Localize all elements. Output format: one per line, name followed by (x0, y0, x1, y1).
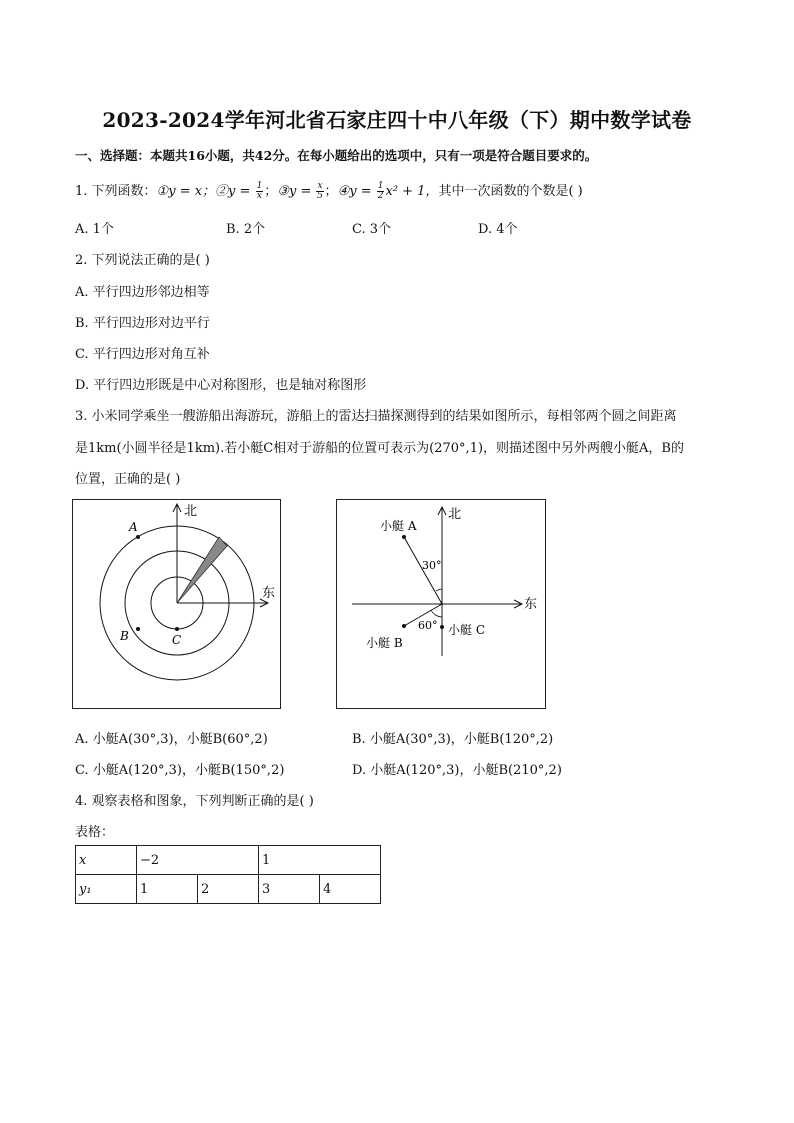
bearing-label-c: 小艇 C (448, 623, 485, 637)
q1-function-2-post: ； (264, 184, 278, 199)
q1-function-2-pre: ②y = (215, 184, 255, 199)
table-cell: −2 (137, 846, 259, 875)
bearing-angle-b-label: 60° (418, 619, 438, 632)
q1-function-1: ①y = x； (156, 184, 216, 199)
table-cell: x (76, 846, 137, 875)
bearing-figure (336, 499, 548, 710)
bearing-angle-arc-a (436, 589, 442, 591)
q2-option-c[interactable]: C. 平行四边形对角互补 (75, 347, 210, 362)
q2-option-a[interactable]: A. 平行四边形邻边相等 (75, 285, 210, 300)
bearing-angle-a-label: 30° (422, 559, 442, 572)
question-4-stem: 4. 观察表格和图象，下列判断正确的是( ) (75, 794, 314, 809)
q4-value-table (75, 845, 381, 904)
q3-option-c[interactable]: C. 小艇A(120°,3)，小艇B(150°,2) (75, 763, 285, 778)
q4-table-label: 表格： (75, 825, 115, 840)
bearing-point-b (402, 624, 406, 628)
radar-point-b (136, 627, 140, 631)
document-title: 2023-2024学年河北省石家庄四十中八年级（下）期中数学试卷 (102, 108, 692, 132)
q1-function-3-fraction: $\frac{x}{5}$ (317, 181, 323, 201)
question-3-stem-line-1: 3. 小米同学乘坐一艘游船出海游玩，游船上的雷达扫描探测得到的结果如图所示，每相邻两个圆之间距离 (75, 409, 677, 424)
bearing-point-c (440, 625, 444, 629)
table-cell: 4 (320, 875, 381, 904)
radar-sweep-sector (177, 537, 227, 603)
radar-point-c (175, 627, 179, 631)
table-row (76, 875, 381, 904)
q3-option-a[interactable]: A. 小艇A(30°,3)，小艇B(60°,2) (75, 732, 268, 747)
bearing-point-a (402, 535, 406, 539)
table-cell: 1 (259, 846, 381, 875)
question-2-stem: 2. 下列说法正确的是( ) (75, 253, 210, 268)
q1-function-4-pre: ④y = (337, 184, 376, 199)
q1-option-a[interactable]: A. 1个 (75, 222, 114, 237)
bearing-label-a: 小艇 A (380, 519, 417, 533)
table-cell: y₁ (76, 875, 137, 904)
radar-north-label: 北 (184, 504, 198, 519)
table-row (76, 846, 381, 875)
radar-point-a (136, 535, 140, 539)
q1-function-2-fraction: $\frac{1}{x}$ (256, 181, 263, 201)
q2-option-d[interactable]: D. 平行四边形既是中心对称图形，也是轴对称图形 (75, 378, 367, 393)
q1-function-4-post: x² + 1， (385, 184, 439, 199)
table-cell: 1 (137, 875, 198, 904)
q3-option-b[interactable]: B. 小艇A(30°,3)，小艇B(120°,2) (352, 732, 554, 747)
radar-label-c: C (172, 633, 182, 647)
bearing-angle-arc-b (431, 610, 442, 617)
radar-label-a: A (129, 520, 138, 534)
q1-function-3-pre: ③y = (277, 184, 316, 199)
q2-option-b[interactable]: B. 平行四边形对边平行 (75, 316, 210, 331)
q1-function-3-post: ； (324, 184, 338, 199)
question-3-stem-line-3: 位置，正确的是( ) (75, 472, 181, 487)
question-1 (75, 180, 583, 201)
question-3-stem-line-2: 是1km(小圆半径是1km).若小艇C相对于游船的位置可表示为(270°,1)，则描述图中另外两艘小艇A，B的 (75, 441, 684, 456)
section-heading: 一、选择题：本题共16小题，共42分。在每小题给出的选项中，只有一项是符合题目要求的。 (75, 148, 598, 163)
q3-option-d[interactable]: D. 小艇A(120°,3)，小艇B(210°,2) (352, 763, 562, 778)
bearing-north-label: 北 (448, 507, 462, 522)
q1-option-b[interactable]: B. 2个 (226, 222, 266, 237)
table-cell: 3 (259, 875, 320, 904)
radar-label-b: B (120, 629, 129, 643)
radar-figure (72, 499, 282, 710)
q1-function-4-fraction: $\frac{1}{2}$ (377, 181, 384, 201)
table-cell: 2 (198, 875, 259, 904)
bearing-east-label: 东 (524, 597, 538, 612)
q1-option-c[interactable]: C. 3个 (352, 222, 392, 237)
q1-option-d[interactable]: D. 4个 (478, 222, 518, 237)
bearing-label-b: 小艇 B (366, 636, 403, 650)
q1-prefix: 1. 下列函数： (75, 184, 157, 199)
radar-east-label: 东 (262, 586, 276, 601)
q1-suffix: 其中一次函数的个数是( ) (438, 184, 583, 199)
